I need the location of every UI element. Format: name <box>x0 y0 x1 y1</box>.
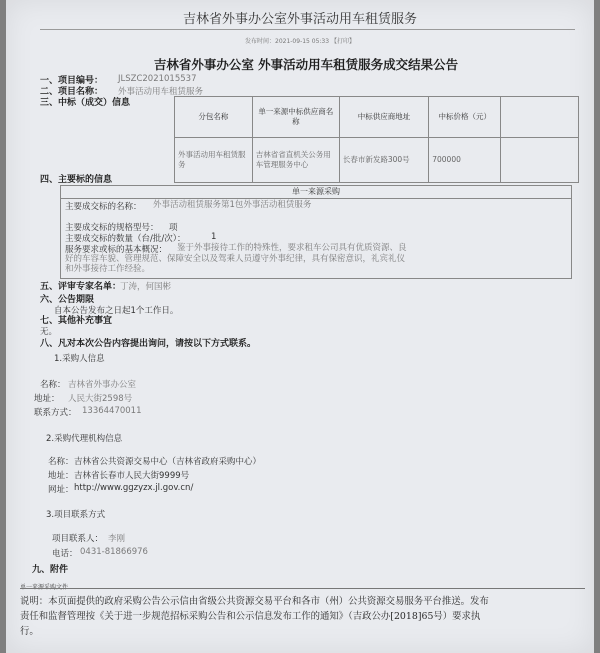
section-5-label: 五、评审专家名单： <box>40 282 122 292</box>
subject-name-value: 外事活动租赁服务第1包外事活动租赁服务 <box>153 200 312 210</box>
expert-list: 丁涛，何国彬 <box>120 282 172 292</box>
buyer-phone: 13364470011 <box>82 406 142 416</box>
section-2-label: 二、项目名称： <box>40 87 104 97</box>
subject-spec-value: 项 <box>169 223 178 233</box>
subject-qty-value: 1 <box>211 232 217 242</box>
document-page <box>6 0 594 653</box>
agency-address-label: 地址： <box>48 471 74 481</box>
agency-name-label: 名称： <box>48 457 74 467</box>
subject-box-heading: 单一来源采购 <box>61 186 571 199</box>
footer-note-line-3: 行。 <box>20 626 39 637</box>
buyer-heading: 1.采购人信息 <box>54 354 105 364</box>
subject-req-value: 鉴于外事接待工作的特殊性，要求租车公司具有优质资源、良好的车容车貌、管理规范、保障安全以及驾乘人员遵守外事纪律，具有保密意识，礼宾礼仪和外事接待工作经验。 <box>65 243 407 274</box>
source-document-label: 单一来源采购文件 <box>20 584 69 591</box>
buyer-name-label: 名称： <box>40 380 66 390</box>
project-contact-label: 项目联系人： <box>52 534 104 544</box>
subject-name-label: 主要成交标的名称： <box>65 202 142 212</box>
project-phone-label: 电话： <box>52 549 78 559</box>
buyer-phone-label: 联系方式： <box>34 408 77 418</box>
agency-name: 吉林省公共资源交易中心（吉林省政府采购中心） <box>74 457 262 467</box>
project-contact-heading: 3.项目联系方式 <box>46 510 106 520</box>
project-phone: 0431-81866976 <box>80 547 148 557</box>
section-6-label: 六、公告期限 <box>40 295 95 305</box>
subject-spec-label: 主要成交标的规格型号： <box>65 223 159 233</box>
section-4-label: 四、主要标的信息 <box>40 175 113 185</box>
footer-note-line-1: 说明：本页面提供的政府采购公告公示信由省级公共资源交易平台和各市（州）公共资源交易服务平台推送。发布 <box>20 596 489 607</box>
notice-title: 吉林省外事办公室 外事活动用车租赁服务成交结果公告 <box>153 57 459 72</box>
cell-package: 外事活动用车租赁服务 <box>175 138 253 183</box>
buyer-name: 吉林省外事办公室 <box>68 380 137 390</box>
notice-period-text: 自本公告发布之日起1个工作日。 <box>54 306 179 316</box>
agency-website[interactable]: http://www.ggzyzx.jl.gov.cn/ <box>74 483 194 493</box>
subject-info-box <box>60 185 572 279</box>
project-name: 外事活动用车租赁服务 <box>118 87 204 97</box>
footer-divider <box>20 588 585 589</box>
header-divider <box>40 29 575 30</box>
table-row <box>175 138 579 183</box>
subject-req-label: 服务要求或标的基本概况： <box>65 245 168 255</box>
col-empty <box>501 97 579 138</box>
col-price: 中标价格（元） <box>429 97 501 138</box>
publish-meta: 发布时间：2021-09-15 05:33 【打印】 <box>245 38 355 45</box>
section-7-label: 七、其他补充事宜 <box>40 316 113 326</box>
cell-price: 700000 <box>429 138 501 183</box>
project-contact-person: 李刚 <box>108 534 126 544</box>
award-result-table <box>174 96 579 183</box>
cell-empty <box>501 138 579 183</box>
table-header-row <box>175 97 579 138</box>
col-supplier: 单一来源中标供应商名称 <box>252 97 339 138</box>
project-number: JLSZC2021015537 <box>118 74 197 84</box>
buyer-address: 人民大街2598号 <box>68 394 133 404</box>
subject-qty-label: 主要成交标的数量（台/批/次）： <box>65 234 186 244</box>
agency-web-label: 网址： <box>48 485 74 495</box>
site-title: 吉林省外事办公室外事活动用车租赁服务 <box>182 12 417 27</box>
col-address: 中标供应商地址 <box>339 97 428 138</box>
agency-address: 吉林省长春市人民大街9999号 <box>74 471 190 481</box>
supplement-text: 无。 <box>40 327 58 337</box>
cell-supplier: 吉林省省直机关公务用车管理服务中心 <box>252 138 339 183</box>
col-package: 分包名称 <box>175 97 253 138</box>
footer-note-line-2: 责任和监督管理按《关于进一步规范招标采购公告和公示信息发布工作的通知》（吉政公办[2018]65号）要求执 <box>20 611 481 622</box>
section-3-label: 三、中标（成交）信息 <box>40 98 131 108</box>
agency-heading: 2.采购代理机构信息 <box>46 434 123 444</box>
section-8-label: 八、凡对本次公告内容提出询问，请按以下方式联系。 <box>40 339 257 349</box>
cell-address: 长春市新发路300号 <box>339 138 428 183</box>
section-1-label: 一、项目编号： <box>40 76 104 86</box>
buyer-address-label: 地址： <box>34 394 60 404</box>
section-9-label: 九、附件 <box>32 565 69 575</box>
